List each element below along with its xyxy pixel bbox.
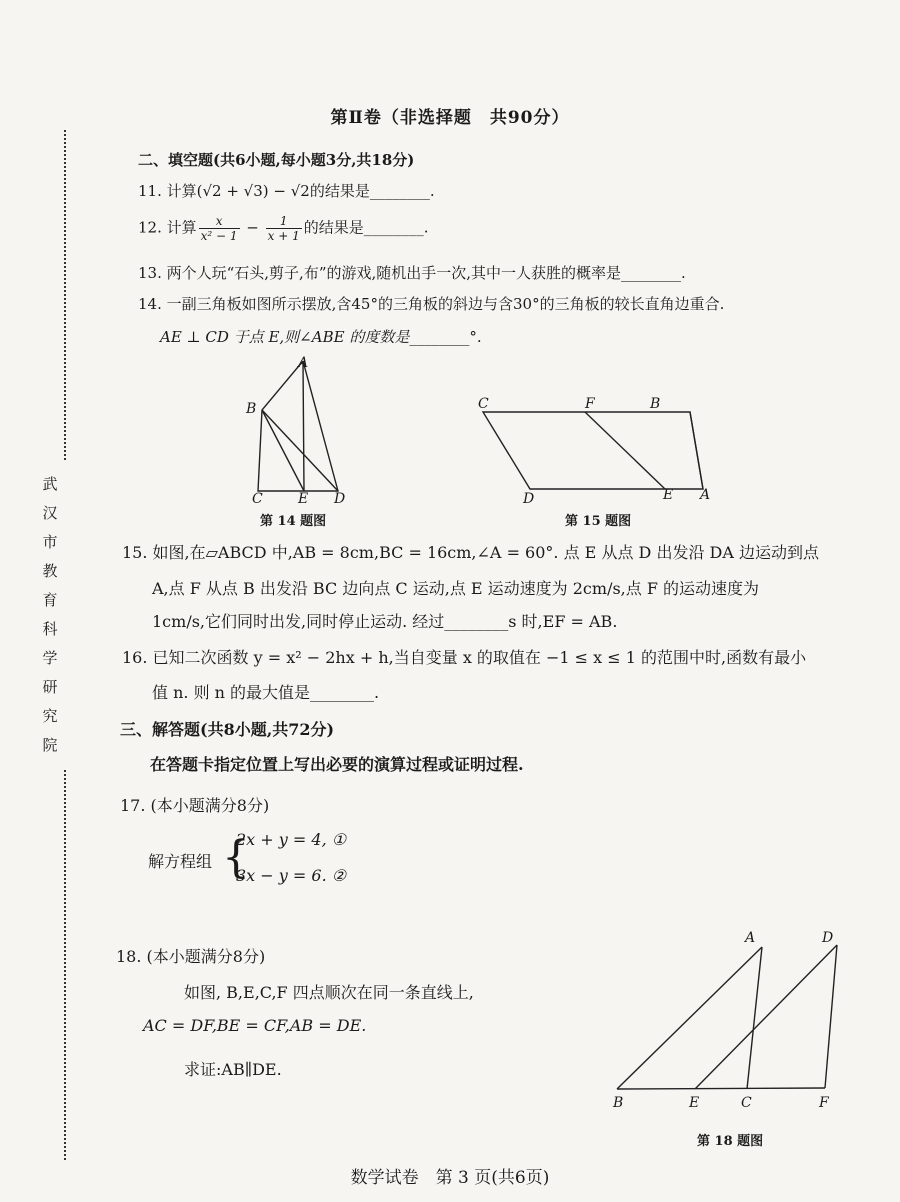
section-answer-note: 在答题卡指定位置上写出必要的演算过程或证明过程. [150, 755, 524, 774]
fig14-label-d: D [334, 491, 346, 507]
q12-f2-denominator: x + 1 [267, 229, 300, 243]
fig18-segment-ac [747, 947, 762, 1089]
q12-fraction-2 [266, 214, 302, 243]
question-18-line-2: AC = DF,BE = CF,AB = DE. [143, 1016, 367, 1035]
question-15-line-1: 15. 如图,在▱ABCD 中,AB = 8cm,BC = 16cm,∠A = 60°. 点 E 从点 D 出发沿 DA 边运动到点 [122, 543, 819, 562]
page-footer: 数学试卷 第 3 页(共6页) [350, 1168, 550, 1188]
fig15-label-a: A [700, 487, 711, 503]
fig18-label-e: E [689, 1095, 700, 1111]
fig14-label-b: B [246, 401, 257, 417]
question-17-equation-2: 3x − y = 6. ② [236, 866, 347, 885]
question-12 [138, 214, 429, 243]
question-18-heading: 18. (本小题满分8分) [116, 947, 266, 966]
q12-f1-numerator: x [199, 214, 240, 229]
question-18-line-1: 如图, B,E,C,F 四点顺次在同一条直线上, [184, 983, 474, 1002]
side-char: 究 [42, 707, 58, 725]
question-15-line-2: A,点 F 从点 B 出发沿 BC 边向点 C 运动,点 E 运动速度为 2cm/s,点 F 的运动速度为 [152, 579, 760, 598]
q12-fraction-1 [199, 214, 240, 243]
question-14-line-1: 14. 一副三角板如图所示摆放,含45°的三角板的斜边与含30°的三角板的较长直角边重合. [138, 295, 725, 313]
fig18-segment-ed [695, 945, 837, 1089]
fig15-label-c: C [478, 396, 489, 412]
equation-system-brace: { [222, 832, 250, 883]
fig18-label-c: C [741, 1095, 752, 1111]
side-char: 市 [42, 533, 58, 551]
fig15-label-d: D [523, 491, 535, 507]
section-answer-heading: 三、解答题(共8小题,共72分) [120, 720, 335, 739]
question-13: 13. 两个人玩“石头,剪子,布”的游戏,随机出手一次,其中一人获胜的概率是________. [138, 264, 686, 282]
fig15-label-f: F [585, 396, 595, 412]
fig14-label-c: C [252, 491, 263, 507]
side-char: 研 [42, 678, 58, 696]
fig14-segment-be [262, 410, 304, 491]
q12-prefix: 12. 计算 [138, 218, 197, 237]
fig15-segment-ab [690, 412, 703, 489]
figure-18 [605, 925, 845, 1115]
fig18-segment-ba [617, 947, 762, 1089]
figure-15-caption: 第 15 题图 [565, 514, 632, 529]
question-17-lead: 解方程组 [148, 852, 213, 871]
fig14-label-a: A [298, 355, 309, 371]
binding-dots-bottom [64, 770, 68, 1160]
figure-14 [230, 355, 370, 505]
fig14-label-e: E [298, 491, 309, 507]
question-16-line-2: 值 n. 则 n 的最大值是________. [152, 683, 380, 702]
fig18-label-a: A [745, 930, 756, 946]
question-16-line-1: 16. 已知二次函数 y = x² − 2hx + h,当自变量 x 的取值在 −1 ≤ x ≤ 1 的范围中时,函数有最小 [122, 648, 807, 667]
side-institution-text [38, 470, 62, 760]
fig15-segment-ef [585, 412, 665, 489]
figure-14-caption: 第 14 题图 [260, 514, 327, 529]
side-char: 科 [42, 620, 58, 638]
fig14-segment-ae [303, 361, 304, 491]
fig18-label-f: F [819, 1095, 829, 1111]
side-char: 院 [42, 736, 58, 754]
side-char: 汉 [42, 504, 58, 522]
figure-15 [475, 395, 715, 505]
fig15-label-e: E [663, 487, 674, 503]
fig15-parallelogram [483, 412, 703, 489]
question-17-equation-1: 2x + y = 4, ① [236, 830, 347, 849]
side-char: 武 [42, 475, 58, 493]
question-11: 11. 计算(√2 + √3) − √2的结果是________. [138, 182, 435, 200]
side-char: 教 [42, 562, 58, 580]
page-title: 第Ⅱ卷（非选择题 共90分） [330, 108, 570, 128]
side-char: 育 [42, 591, 58, 609]
fig18-label-b: B [613, 1095, 624, 1111]
question-15-line-3: 1cm/s,它们同时出发,同时停止运动. 经过________s 时,EF = AB. [152, 612, 618, 631]
fig18-baseline-bf [617, 1088, 825, 1089]
binding-dots-top [64, 130, 68, 460]
q12-suffix: 的结果是________. [303, 218, 429, 237]
question-18-line-3: 求证:AB∥DE. [184, 1060, 282, 1079]
q12-f1-denominator: x² − 1 [200, 229, 238, 243]
fig15-label-b: B [650, 396, 661, 412]
q12-minus: − [241, 218, 264, 237]
side-char: 学 [42, 649, 58, 667]
question-17-heading: 17. (本小题满分8分) [120, 796, 270, 815]
fig18-label-d: D [822, 930, 834, 946]
section-fill-blank-heading: 二、填空题(共6小题,每小题3分,共18分) [138, 151, 415, 169]
q12-f2-numerator: 1 [266, 214, 302, 229]
fig18-segment-df [825, 945, 837, 1088]
figure-18-caption: 第 18 题图 [697, 1134, 764, 1149]
question-14-line-2: AE ⊥ CD 于点 E,则∠ABE 的度数是________°. [160, 328, 482, 346]
